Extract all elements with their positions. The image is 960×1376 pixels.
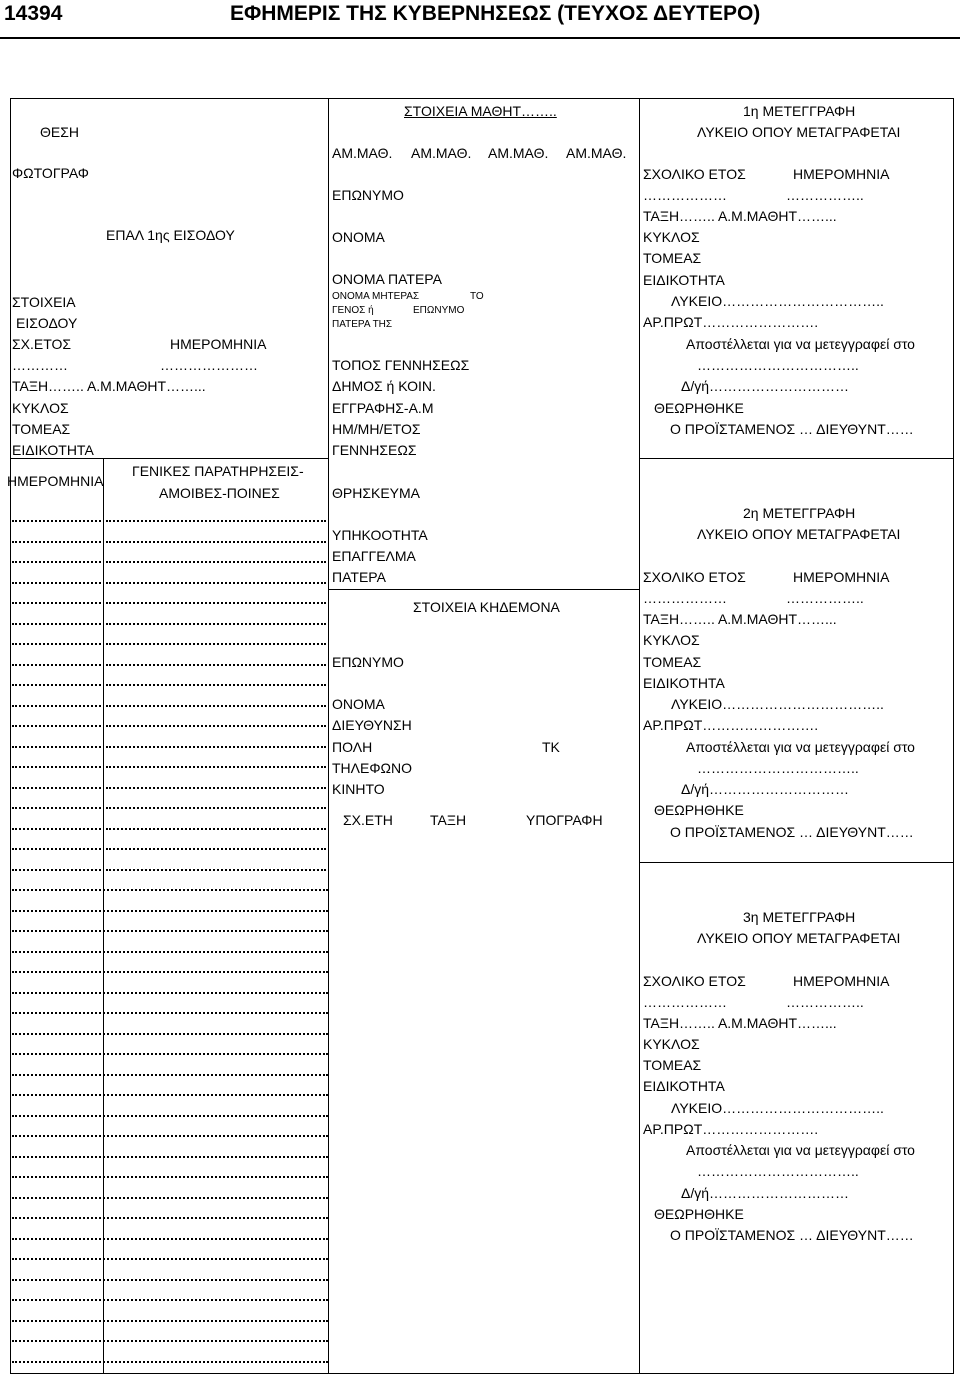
notes-line: [12, 1033, 328, 1035]
transfer-sent-blank: ……………………………..: [697, 357, 859, 373]
notes-line: [12, 971, 328, 973]
notes-line: [106, 828, 326, 830]
notes-line: [12, 1320, 328, 1322]
notes-line: [12, 848, 101, 850]
school-year-blank: …………: [12, 357, 68, 373]
transfer-lykeio: ΛΥΚΕΙΟ……………………………..: [671, 1100, 884, 1116]
notes-line: [12, 1299, 328, 1301]
target-school-label: ΛΥΚΕΙΟ ΟΠΟΥ ΜΕΤΑΓΡΑΦΕΤΑΙ: [697, 526, 901, 542]
guardian-surname-label: ΕΠΩΝΥΜΟ: [332, 654, 404, 670]
transfer-specialty: ΕΙΔΙΚΟΤΗΤΑ: [643, 1078, 725, 1094]
notes-line: [12, 1258, 328, 1260]
transfer-sector: ΤΟΜΕΑΣ: [643, 250, 702, 266]
notes-line: [12, 1012, 328, 1014]
class-am-label: ΤΑΞΗ…….. Α.Μ.ΜΑΘΗΤ……...: [12, 378, 206, 394]
transfer-class-am: ΤΑΞΗ…….. Α.Μ.ΜΑΘΗΤ……...: [643, 611, 837, 627]
transfer-divider-2: [639, 862, 954, 863]
position-label: ΘΕΣΗ: [40, 124, 79, 140]
surname-small-label: ΕΠΩΝΥΜΟ: [413, 305, 465, 316]
transfer-protocol: ΑΡ.ΠΡΩΤ…………………….: [643, 717, 819, 733]
guardian-name-label: ΟΝΟΜΑ: [332, 696, 385, 712]
transfer-specialty: ΕΙΔΙΚΟΤΗΤΑ: [643, 272, 725, 288]
notes-line: [106, 643, 326, 645]
notes-line: [12, 1238, 328, 1240]
notes-line: [106, 766, 326, 768]
photo-label: ΦΩΤΟΓΡΑΦ: [12, 165, 89, 181]
general-notes-label: ΓΕΝΙΚΕΣ ΠΑΡΑΤΗΡΗΣΕΙΣ-: [132, 463, 304, 479]
transfer-school-year-label: ΣΧΟΛΙΚΟ ΕΤΟΣ: [643, 973, 746, 989]
notes-line: [12, 746, 101, 748]
school-years-label: ΣΧ.ΕΤΗ: [343, 812, 393, 828]
notes-line: [12, 1053, 328, 1055]
father-label: ΠΑΤΕΡΑ: [332, 569, 386, 585]
rewards-penalties-label: ΑΜΟΙΒΕΣ-ΠΟΙΝΕΣ: [159, 485, 280, 501]
postal-code-label: ΤΚ: [542, 739, 560, 755]
notes-line: [106, 848, 326, 850]
transfer-supervisor: Ο ΠΡΟΪΣΤΑΜΕΝΟΣ … ΔΙΕΥΘΥΝΤ……: [670, 824, 914, 840]
transfer-directorate: Δ/γή…………………………: [681, 781, 850, 797]
transfer-cycle: ΚΥΚΛΟΣ: [643, 632, 700, 648]
cycle-label: ΚΥΚΛΟΣ: [12, 400, 69, 416]
transfer-specialty: ΕΙΔΙΚΟΤΗΤΑ: [643, 675, 725, 691]
transfer-cycle: ΚΥΚΛΟΣ: [643, 229, 700, 245]
notes-line: [12, 1135, 328, 1137]
notes-line: [12, 992, 328, 994]
guardian-data-title: ΣΤΟΙΧΕΙΑ ΚΗΔΕΜΟΝΑ: [413, 599, 560, 615]
transfer-sent-label: Αποστέλλεται για να μετεγγραφεί στο: [686, 336, 915, 352]
am-math-3: ΑΜ.ΜΑΘ.: [488, 145, 549, 161]
specialty-label: ΕΙΔΙΚΟΤΗΤΑ: [12, 442, 94, 458]
notes-line: [12, 725, 101, 727]
notes-line: [12, 1217, 328, 1219]
transfer-title: 3η ΜΕΤΕΓΓΡΑΦΗ: [743, 909, 856, 925]
notes-date-label: ΗΜΕΡΟΜΗΝΙΑ: [7, 473, 104, 489]
transfer-year-blank: ………………: [643, 187, 727, 203]
father-name-label: ΟΝΟΜΑ ΠΑΤΕΡΑ: [332, 271, 442, 287]
religion-label: ΘΡΗΣΚΕΥΜΑ: [332, 485, 421, 501]
name-label: ΟΝΟΜΑ: [332, 229, 385, 245]
notes-line: [12, 1340, 328, 1342]
notes-line: [12, 520, 101, 522]
transfer-class-am: ΤΑΞΗ…….. Α.Μ.ΜΑΘΗΤ……...: [643, 1015, 837, 1031]
notes-line: [12, 766, 101, 768]
transfer-lykeio: ΛΥΚΕΙΟ……………………………..: [671, 293, 884, 309]
birth-label: ΓΕΝΝΗΣΕΩΣ: [332, 442, 417, 458]
transfer-supervisor: Ο ΠΡΟΪΣΤΑΜΕΝΟΣ … ΔΙΕΥΘΥΝΤ……: [670, 421, 914, 437]
am-math-4: ΑΜ.ΜΑΘ.: [566, 145, 627, 161]
epal-entry-label: ΕΠΑΛ 1ης ΕΙΣΟΔΟΥ: [106, 227, 235, 243]
transfer-date-label: ΗΜΕΡΟΜΗΝΙΑ: [793, 569, 890, 585]
target-school-label: ΛΥΚΕΙΟ ΟΠΟΥ ΜΕΤΑΓΡΑΦΕΤΑΙ: [697, 124, 901, 140]
transfer-approved: ΘΕΩΡΗΘΗΚΕ: [654, 1206, 744, 1222]
notes-line: [106, 684, 326, 686]
transfer-date-blank: ……………..: [786, 590, 864, 606]
notes-line: [106, 623, 326, 625]
guardian-divider: [328, 589, 639, 590]
notes-line: [12, 664, 101, 666]
notes-line: [106, 869, 326, 871]
notes-line: [106, 725, 326, 727]
notes-line: [12, 684, 101, 686]
transfer-date-blank: ……………..: [786, 187, 864, 203]
transfer-date-blank: ……………..: [786, 994, 864, 1010]
notes-line: [12, 1074, 328, 1076]
transfer-title: 1η ΜΕΤΕΓΓΡΑΦΗ: [743, 103, 856, 119]
notes-line: [106, 602, 326, 604]
left-section-divider: [10, 458, 328, 459]
transfer-protocol: ΑΡ.ΠΡΩΤ…………………….: [643, 314, 819, 330]
notes-line: [12, 951, 328, 953]
mobile-label: ΚΙΝΗΤΟ: [332, 781, 385, 797]
school-year-label: ΣΧ.ΕΤΟΣ: [12, 336, 72, 352]
birth-date-label: ΗΜ/ΜΗ/ΕΤΟΣ: [332, 421, 421, 437]
mother-name-label: ΟΝΟΜΑ ΜΗΤΕΡΑΣ: [332, 291, 420, 302]
student-record-form: [10, 98, 954, 1374]
transfer-supervisor: Ο ΠΡΟΪΣΤΑΜΕΝΟΣ … ΔΙΕΥΘΥΝΤ……: [670, 1227, 914, 1243]
entry-label: ΕΙΣΟΔΟΥ: [16, 315, 78, 331]
notes-line: [106, 664, 326, 666]
transfer-sent-blank: ……………………………..: [697, 760, 859, 776]
municipality-label: ΔΗΜΟΣ ή ΚΟΙΝ.: [332, 378, 436, 394]
registration-am-label: ΕΓΓΡΑΦΗΣ-Α.Μ: [332, 400, 434, 416]
transfer-approved: ΘΕΩΡΗΘΗΚΕ: [654, 802, 744, 818]
phone-label: ΤΗΛΕΦΩΝΟ: [332, 760, 412, 776]
notes-line: [12, 787, 101, 789]
notes-line: [12, 582, 101, 584]
transfer-cycle: ΚΥΚΛΟΣ: [643, 1036, 700, 1052]
notes-line: [12, 541, 101, 543]
date-label: ΗΜΕΡΟΜΗΝΙΑ: [170, 336, 267, 352]
notes-line: [12, 828, 101, 830]
notes-line: [12, 1197, 328, 1199]
address-label: ΔΙΕΥΘΥΝΣΗ: [332, 717, 412, 733]
notes-line: [12, 1094, 328, 1096]
profession-label: ΕΠΑΓΓΕΛΜΑ: [332, 548, 416, 564]
notes-line: [12, 1176, 328, 1178]
transfer-title: 2η ΜΕΤΕΓΓΡΑΦΗ: [743, 505, 856, 521]
notes-line: [106, 541, 326, 543]
notes-line: [106, 520, 326, 522]
notes-line: [106, 746, 326, 748]
nationality-label: ΥΠΗΚΟΟΤΗΤΑ: [332, 527, 428, 543]
transfer-divider-1: [639, 458, 954, 459]
transfer-sector: ΤΟΜΕΑΣ: [643, 654, 702, 670]
notes-line: [106, 787, 326, 789]
transfer-sent-blank: ……………………………..: [697, 1163, 859, 1179]
notes-line: [12, 705, 101, 707]
notes-line: [12, 869, 101, 871]
target-school-label: ΛΥΚΕΙΟ ΟΠΟΥ ΜΕΤΑΓΡΑΦΕΤΑΙ: [697, 930, 901, 946]
transfer-sent-label: Αποστέλλεται για να μετεγγραφεί στο: [686, 1142, 915, 1158]
notes-line: [106, 561, 326, 563]
transfer-lykeio: ΛΥΚΕΙΟ……………………………..: [671, 696, 884, 712]
am-math-1: ΑΜ.ΜΑΘ.: [332, 145, 393, 161]
transfer-sector: ΤΟΜΕΑΣ: [643, 1057, 702, 1073]
notes-line: [12, 1361, 328, 1363]
notes-line: [12, 561, 101, 563]
notes-line: [12, 889, 328, 891]
transfer-year-blank: ………………: [643, 994, 727, 1010]
column-divider-left: [103, 458, 104, 1374]
city-label: ΠΟΛΗ: [332, 739, 373, 755]
notes-line: [12, 930, 328, 932]
am-math-2: ΑΜ.ΜΑΘ.: [411, 145, 472, 161]
column-divider-right: [639, 98, 640, 1374]
entry-data-label: ΣΤΟΙΧΕΙΑ: [12, 294, 76, 310]
class-label: ΤΑΞΗ: [430, 812, 467, 828]
notes-line: [12, 602, 101, 604]
notes-line: [12, 643, 101, 645]
transfer-protocol: ΑΡ.ΠΡΩΤ…………………….: [643, 1121, 819, 1137]
sector-label: ΤΟΜΕΑΣ: [12, 421, 71, 437]
genos-label: ΓΕΝΟΣ ή: [332, 305, 374, 316]
header-rule: [0, 37, 960, 39]
notes-line: [12, 1279, 328, 1281]
student-data-title: ΣΤΟΙΧΕΙΑ ΜΑΘΗΤ……..: [404, 103, 557, 119]
birthplace-label: ΤΟΠΟΣ ΓΕΝΝΗΣΕΩΣ: [332, 357, 470, 373]
page-number: 14394: [4, 2, 63, 25]
transfer-approved: ΘΕΩΡΗΘΗΚΕ: [654, 400, 744, 416]
notes-line: [12, 1115, 328, 1117]
notes-line: [12, 807, 101, 809]
transfer-sent-label: Αποστέλλεται για να μετεγγραφεί στο: [686, 739, 915, 755]
transfer-class-am: ΤΑΞΗ…….. Α.Μ.ΜΑΘΗΤ……...: [643, 208, 837, 224]
notes-line: [106, 807, 326, 809]
notes-line: [12, 910, 328, 912]
gazette-title: ΕΦΗΜΕΡΙΣ ΤΗΣ ΚΥΒΕΡΝΗΣΕΩΣ (ΤΕΥΧΟΣ ΔΕΥΤΕΡΟ): [230, 2, 761, 25]
transfer-directorate: Δ/γή…………………………: [681, 1185, 850, 1201]
notes-line: [12, 623, 101, 625]
transfer-directorate: Δ/γή…………………………: [681, 378, 850, 394]
column-divider-middle: [328, 98, 329, 1374]
transfer-date-label: ΗΜΕΡΟΜΗΝΙΑ: [793, 166, 890, 182]
to-label: ΤΟ: [470, 291, 484, 302]
of-father-label: ΠΑΤΕΡΑ ΤΗΣ: [332, 319, 393, 330]
transfer-school-year-label: ΣΧΟΛΙΚΟ ΕΤΟΣ: [643, 569, 746, 585]
date-blank: …………………: [160, 357, 258, 373]
transfer-school-year-label: ΣΧΟΛΙΚΟ ΕΤΟΣ: [643, 166, 746, 182]
transfer-date-label: ΗΜΕΡΟΜΗΝΙΑ: [793, 973, 890, 989]
notes-line: [12, 1156, 328, 1158]
signature-label: ΥΠΟΓΡΑΦΗ: [526, 812, 603, 828]
notes-line: [106, 582, 326, 584]
surname-label: ΕΠΩΝΥΜΟ: [332, 187, 404, 203]
notes-line: [106, 705, 326, 707]
transfer-year-blank: ………………: [643, 590, 727, 606]
